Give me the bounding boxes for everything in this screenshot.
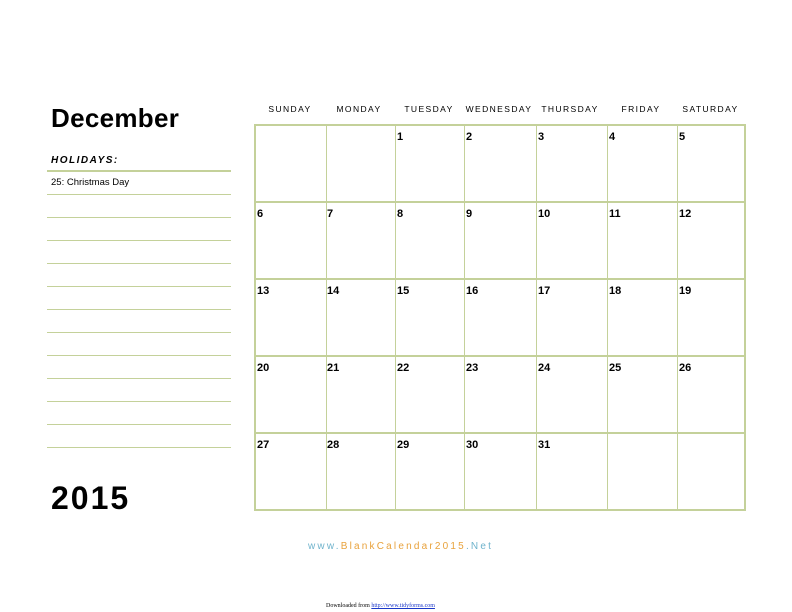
day-cell: 23	[466, 362, 479, 374]
grid-row-divider	[256, 201, 744, 203]
website-name: BlankCalendar2015	[340, 541, 466, 552]
weekday-header-saturday: SATURDAY	[682, 104, 739, 114]
day-cell: 9	[466, 208, 473, 220]
day-cell: 11	[609, 208, 621, 220]
day-cell: 10	[538, 208, 551, 220]
day-cell: 13	[257, 285, 270, 297]
day-cell: 27	[257, 439, 270, 451]
holiday-line	[47, 309, 231, 310]
holiday-line	[47, 378, 231, 379]
day-cell: 28	[327, 439, 340, 451]
downloaded-label: Downloaded from	[326, 603, 372, 609]
weekday-header-sunday: SUNDAY	[268, 104, 312, 114]
grid-column-divider	[536, 126, 537, 509]
grid-column-divider	[677, 126, 678, 509]
website-credit	[308, 540, 493, 553]
grid-column-divider	[395, 126, 396, 509]
website-suffix: .Net	[465, 541, 494, 552]
day-cell: 24	[538, 362, 551, 374]
day-cell: 4	[609, 131, 616, 143]
day-cell: 30	[466, 439, 479, 451]
website-prefix: www.	[308, 541, 341, 552]
month-title: December	[51, 103, 180, 133]
day-cell: 19	[679, 285, 692, 297]
day-cell: 26	[679, 362, 692, 374]
holiday-line	[47, 447, 231, 448]
day-cell: 2	[466, 131, 473, 143]
grid-row-divider	[256, 432, 744, 434]
holiday-line	[47, 194, 231, 195]
weekday-header-monday: MONDAY	[336, 104, 382, 114]
day-cell: 6	[257, 208, 264, 220]
grid-row-divider	[256, 278, 744, 280]
calendar-grid	[254, 124, 746, 511]
day-cell: 5	[679, 131, 686, 143]
day-cell: 29	[397, 439, 410, 451]
weekday-header-wednesday: WEDNESDAY	[465, 104, 533, 114]
weekday-header-friday: FRIDAY	[621, 104, 661, 114]
day-cell: 12	[679, 208, 692, 220]
holiday-line	[47, 170, 231, 172]
holiday-line	[47, 286, 231, 287]
day-cell: 17	[538, 285, 551, 297]
day-cell: 14	[327, 285, 340, 297]
day-cell: 8	[397, 208, 404, 220]
day-cell: 7	[327, 208, 334, 220]
weekday-header-tuesday: TUESDAY	[404, 104, 454, 114]
day-cell: 25	[609, 362, 622, 374]
downloaded-link[interactable]: http://www.tidyforms.com	[371, 603, 435, 609]
downloaded-note	[326, 602, 435, 610]
weekday-header-thursday: THURSDAY	[541, 104, 599, 114]
day-cell: 1	[397, 131, 404, 143]
holiday-line	[47, 424, 231, 425]
grid-row-divider	[256, 355, 744, 357]
holiday-line	[47, 217, 231, 218]
holiday-line	[47, 263, 231, 264]
day-cell: 3	[538, 131, 545, 143]
day-cell: 22	[397, 362, 410, 374]
day-cell: 16	[466, 285, 479, 297]
grid-column-divider	[464, 126, 465, 509]
holidays-label: HOLIDAYS:	[51, 155, 119, 166]
day-cell: 18	[609, 285, 622, 297]
day-cell: 15	[397, 285, 410, 297]
grid-column-divider	[607, 126, 608, 509]
day-cell: 20	[257, 362, 270, 374]
holiday-lines	[47, 170, 231, 452]
holiday-entry: 25: Christmas Day	[51, 177, 130, 188]
year-title: 2015	[51, 480, 131, 516]
holiday-line	[47, 332, 231, 333]
holiday-line	[47, 240, 231, 241]
day-cell: 21	[327, 362, 340, 374]
holiday-line	[47, 401, 231, 402]
holiday-line	[47, 355, 231, 356]
day-cell: 31	[538, 439, 551, 451]
